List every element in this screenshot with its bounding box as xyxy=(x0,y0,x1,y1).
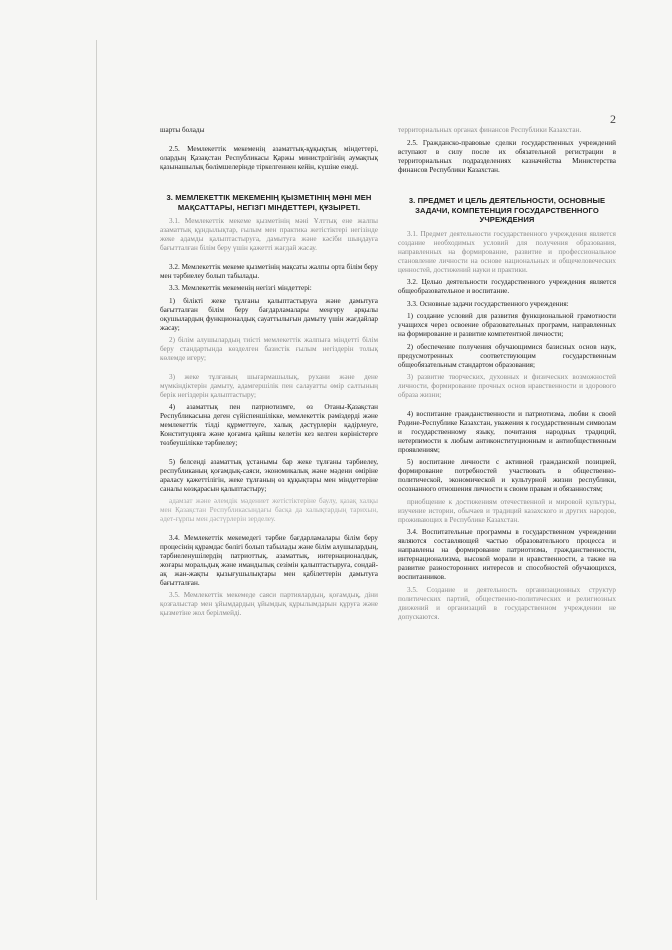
left-paragraph-3-2: 3.2. Мемлекеттік мекеме қызметінің мақсаты жалпы орта білім беру мен тәрбиелеу болып табылады. xyxy=(160,262,378,280)
right-paragraph-3-2: 3.2. Целью деятельности государственного учреждения является общеобразовательное и воспитание. xyxy=(398,278,616,296)
right-section-3-heading: 3. ПРЕДМЕТ И ЦЕЛЬ ДЕЯТЕЛЬНОСТИ, ОСНОВНЫЕ ЗАДАЧИ, КОМПЕТЕНЦИЯ ГОСУДАРСТВЕННОГО УЧРЕЖДЕНИЯ xyxy=(408,196,606,225)
right-paragraph-3-4: 3.4. Воспитательные программы в государственном учреждении являются составляющей частью образовательного процесса и направлены на формирование патриотизма, гражданственности, интернационализма, высокой морали и нравственности, а также на развитие разносторонних интересов и способностей обучающихся, воспитанников. xyxy=(398,528,616,582)
left-paragraph-3-4: 3.4. Мемлекеттік мекемедегі тәрбие бағдарламалары білім беру процесінің құрамдас бөлігі болып табылады және білім алушылардың, тәрбиеленушілердің патриоттық, азаматтық, интернационалдық, жоғары моральдық және имандылық сезімін қалыптастыруға, сондай-ақ жан-жақты қызығушылықтары мен қабілеттерін дамытуға бағытталған. xyxy=(160,533,378,587)
right-task-4: 4) воспитание гражданственности и патриотизма, любви к своей Родине-Республике Казахстан, уважения к государственным символам и государственному языку, почитания народных традиций, нетерпимости к любым антиконституционным и антиобщественным проявлениям; xyxy=(398,409,616,454)
page-number: 2 xyxy=(610,112,616,126)
left-paragraph-2-5: 2.5. Мемлекеттік мекеменің азаматтық-құқықтық міндеттері, олардың Қазақстан Республикасы Қаржы министрлігінің аумақтық қазынашылық бөлімшелерінде тіркелгеннен кейін, күшіне енеді. xyxy=(160,144,378,171)
left-paragraph-3-5: 3.5. Мемлекеттік мекемеде саяси партиялардың, қоғамдық, діни қозғалыстар мен ұйымдардың ұйымдық құрылымдарын құруға және қызметіне жол берілмейді. xyxy=(160,591,378,618)
left-task-2: 2) білім алушылардың тиісті мемлекеттік жалпыға міндетті білім беру стандартында көзделген базистік ғылым негіздерін толық көлемде игеру; xyxy=(160,336,378,363)
kazakh-column xyxy=(160,126,378,625)
right-paragraph-2-5: 2.5. Гражданско-правовые сделки государственных учреждений вступают в силу после их обязательной регистрации в территориальных подразделениях казначейства Министерства финансов Республики Казахстан. xyxy=(398,138,616,174)
document-page xyxy=(160,112,616,772)
right-top-fragment: территориальных органах финансов Республики Казахстан. xyxy=(398,126,582,134)
left-task-3: 3) жеке тұлғаның шығармашылық, рухани және дене мүмкіндіктерін дамыту, адамгершілік пен салауатты өмір салтының берік негіздерін қалыптастыру; xyxy=(160,372,378,399)
right-task-1: 1) создание условий для развития функциональной грамотности учащихся через освоение образовательных программ, направленных на формирование и развитие компетентной личности; xyxy=(398,312,616,339)
right-paragraph-3-1: 3.1. Предмет деятельности государственного учреждения является создание необходимых условий для получения образования, направленных на формирование, развитие и профессиональное становление личности на основе национальных и общечеловеческих ценностей, достижений науки и практики. xyxy=(398,229,616,274)
right-paragraph-3-3: 3.3. Основные задачи государственного учреждения: xyxy=(407,299,569,308)
left-top-fragment: шарты болады xyxy=(160,126,205,134)
right-task-5: 5) воспитание личности с активной гражданской позицией, формирование потребностей участвовать в общественно-политической, экономической и культурной жизни республики, осознанного отношения личности к своим правам и обязанностям; xyxy=(398,458,616,494)
left-task-5-continued: адамзат және әлемдік мәдениет жетістіктеріне баулу, қазақ халқы мен Қазақстан Республикасындағы басқа да халықтардың тарихын, әдет-ғұрпы мен дәстүрлерін зерделеу. xyxy=(160,497,378,524)
right-paragraph-3-5: 3.5. Создание и деятельность организационных структур политических партий, общественно-политических и религиозных движений и организаций в государственном учреждении не допускаются. xyxy=(398,585,616,621)
two-column-body xyxy=(160,126,616,625)
left-task-1: 1) білікті жеке тұлғаны қалыптастыруға және дамытуға бағытталған білім беру бағдарламалары меңгеру арқылы оқушылардың функционалдық сауаттылығын дамыту үшін жағдайлар жасау; xyxy=(160,296,378,332)
right-task-3: 3) развитие творческих, духовных и физических возможностей личности, формирование прочных основ нравственности и здорового образа жизни; xyxy=(398,373,616,400)
left-task-5: 5) белсенді азаматтық ұстанымы бар жеке тұлғаны тәрбиелеу, республиканың қоғамдық-саяси, экономикалық және мәдени өміріне араласу қажеттілігін, жеке тұлғаның өз құқықтары мен міндеттеріне саналы көзқарасын қалыптастыру; xyxy=(160,457,378,493)
left-section-3-heading: 3. МЕМЛЕКЕТТІК МЕКЕМЕНІҢ ҚЫЗМЕТІНІҢ МӘНІ МЕН МАҚСАТТАРЫ, НЕГІЗГІ МІНДЕТТЕРІ, ҚҰЗЫРЕТІ. xyxy=(166,193,372,212)
right-task-5-continued: приобщение к достижениям отечественной и мировой культуры, изучение истории, обычаев и традиций казахского и других народов, проживающих в Республике Казахстан. xyxy=(398,497,616,524)
russian-column xyxy=(398,126,616,625)
left-task-4: 4) азаматтық пен патриотизмге, өз Отаны-Қазақстан Республикасына деген сүйіспеншілікке, мемлекеттік рәміздерді және мемлекеттік тілді құрметтеуге, халық дәстүрлерін қадірлеуге, Конституцияға және қоғамға қайшы келетін кез келген көріністерге төзбеушілікке тәрбиелеу; xyxy=(160,403,378,448)
left-paragraph-3-1: 3.1. Мемлекеттік мекеме қызметінің мәні Ұлттық ене жалпы азаматтық құндылықтар, ғылым мен практика жетістіктері негізінде жеке адамды қалыптастыруға, дамытуға және кәсіби шыңдауға бағытталған білім беру үшін қажетті жағдай жасау. xyxy=(160,217,378,253)
scan-edge-line xyxy=(96,40,97,900)
left-paragraph-3-3: 3.3. Мемлекеттік мекеменің негізгі міндеттері: xyxy=(169,284,312,293)
right-task-2: 2) обеспечение получения обучающимися базисных основ наук, предусмотренных соответствующим государственным общеобязательным стандартом образования; xyxy=(398,342,616,369)
